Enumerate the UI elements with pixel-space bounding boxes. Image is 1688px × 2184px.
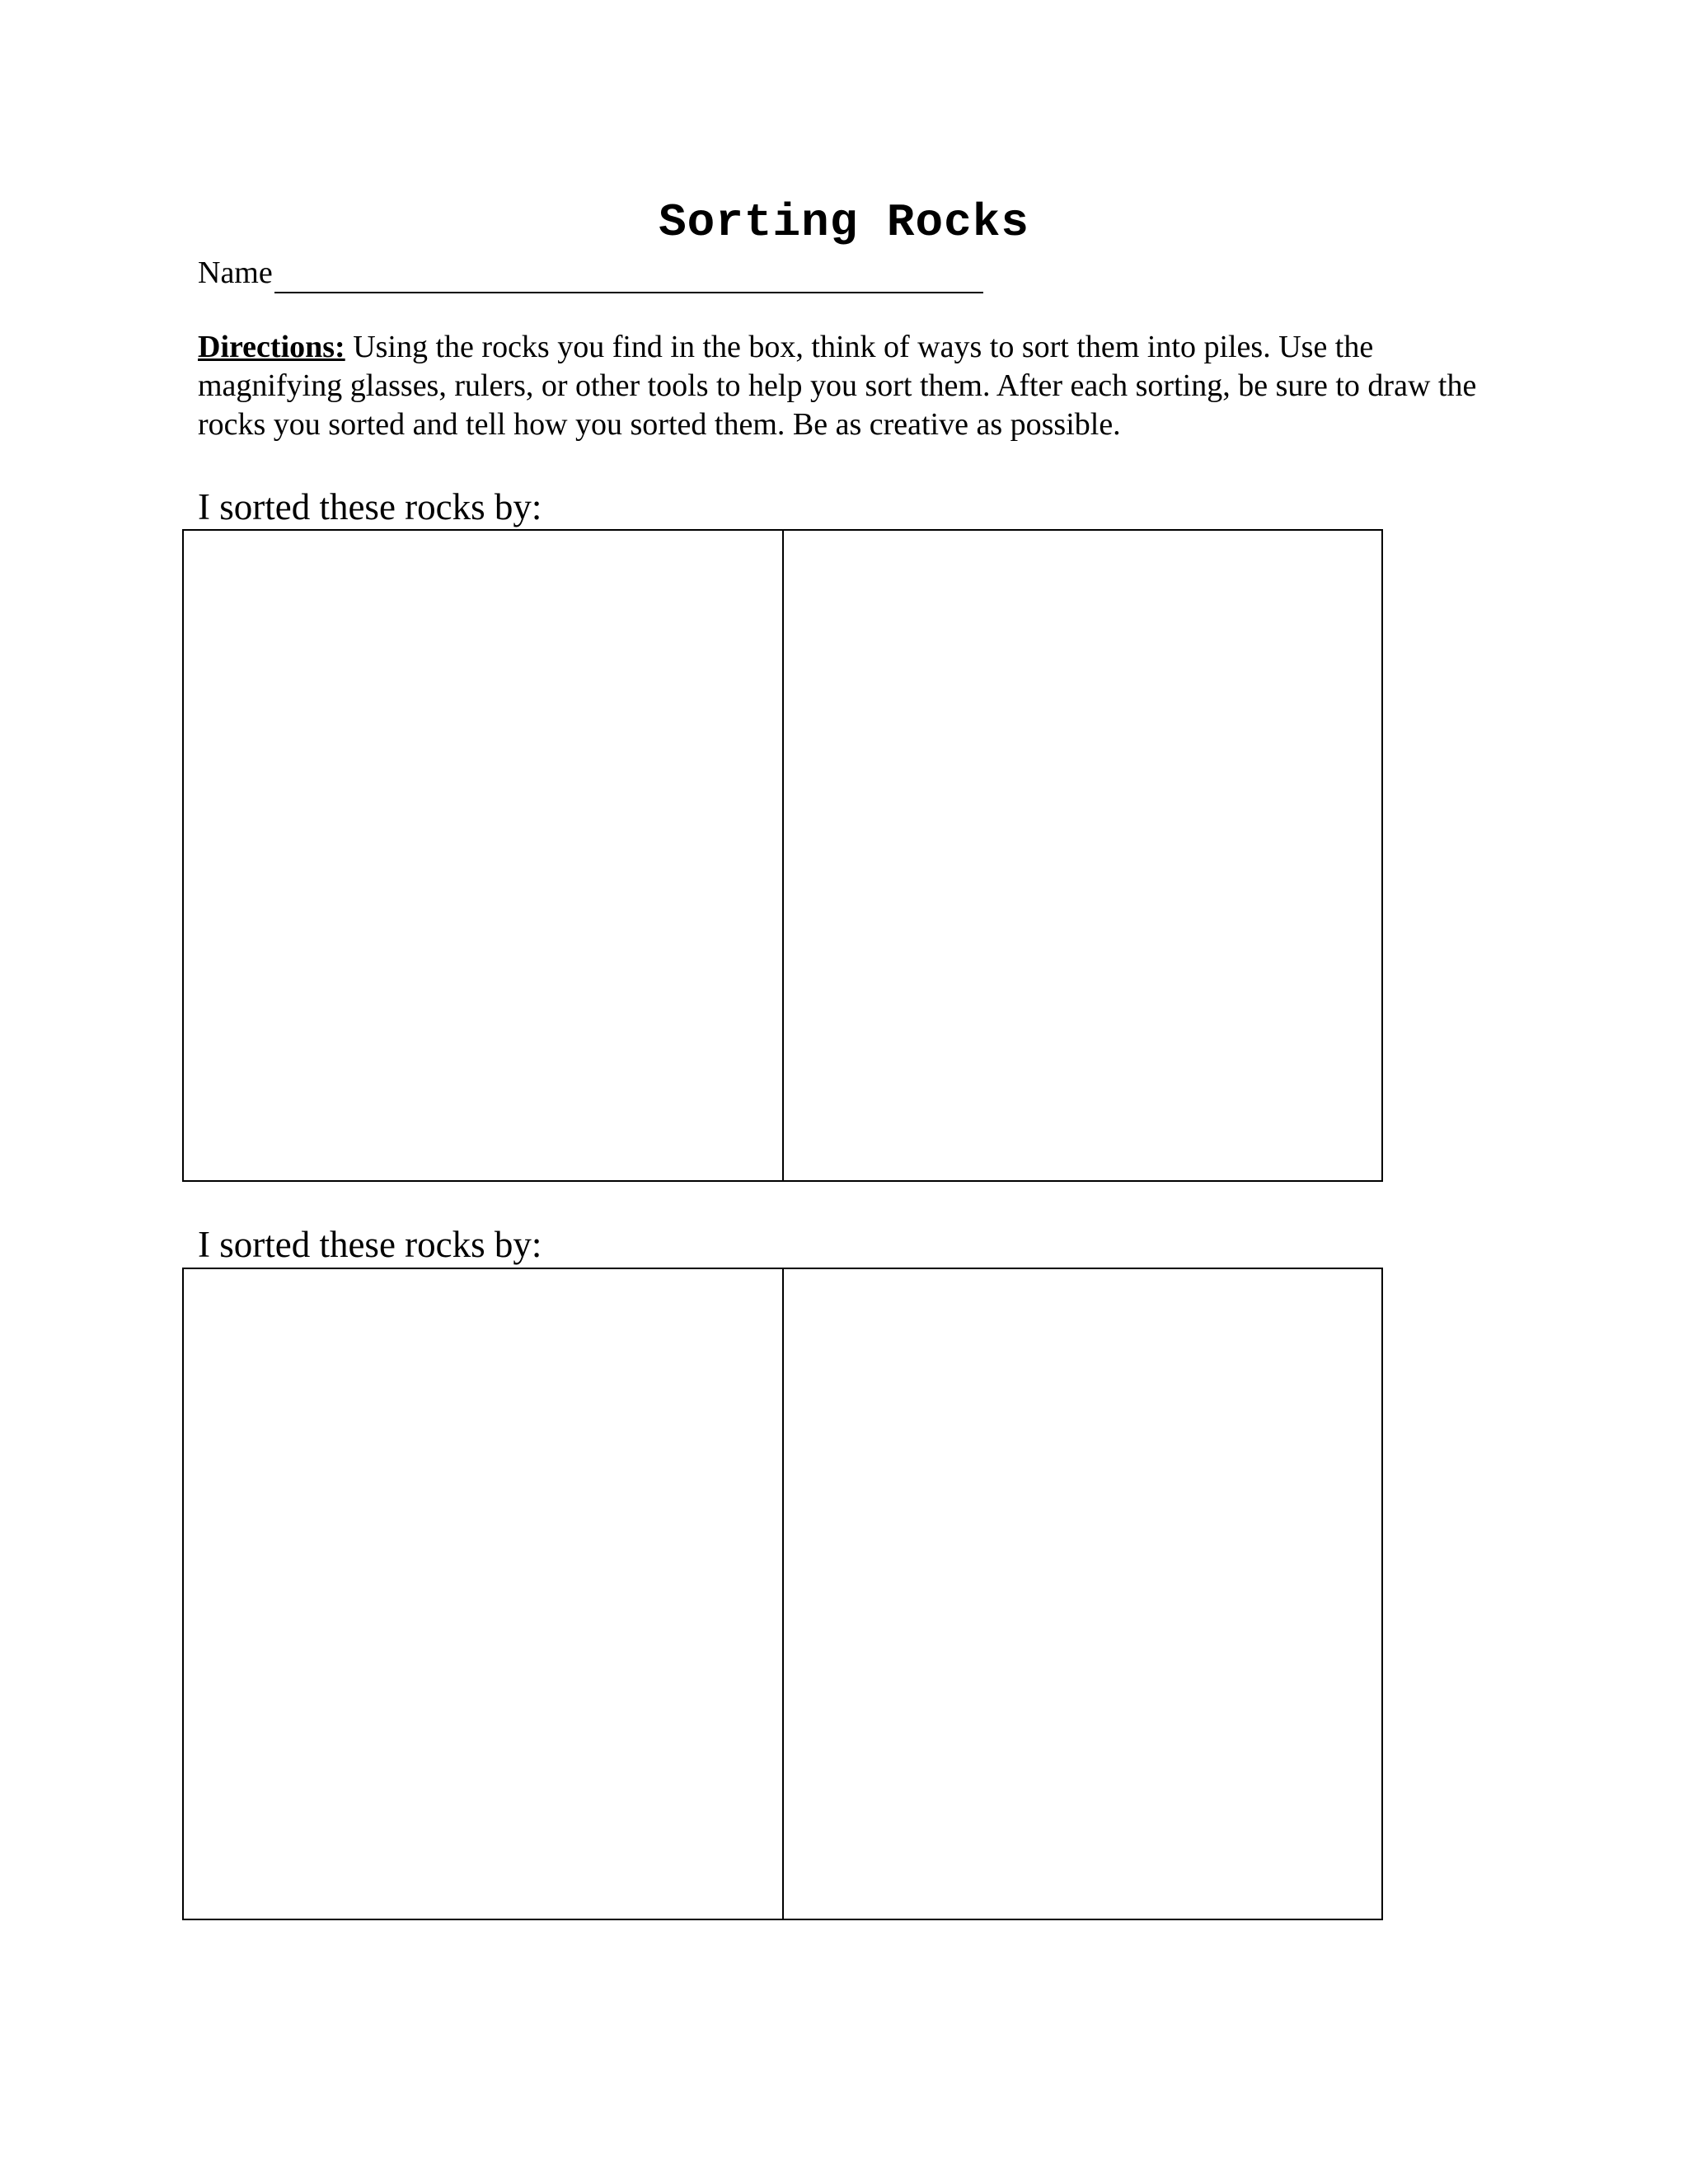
sort-label-1: I sorted these rocks by: — [198, 486, 542, 527]
name-field[interactable] — [274, 259, 983, 293]
drawing-area-2-right[interactable] — [784, 1269, 1382, 1919]
page-title: Sorting Rocks — [659, 196, 1029, 249]
directions-paragraph — [198, 328, 1500, 444]
sort-label-2: I sorted these rocks by: — [198, 1224, 542, 1265]
sort-box-1 — [182, 529, 1383, 1182]
directions-label: Directions: — [198, 330, 345, 364]
drawing-area-2-left[interactable] — [184, 1269, 784, 1919]
name-label: Name — [198, 255, 273, 290]
drawing-area-1-right[interactable] — [784, 531, 1382, 1180]
sort-box-2 — [182, 1268, 1383, 1920]
drawing-area-1-left[interactable] — [184, 531, 784, 1180]
directions-text: Using the rocks you find in the box, think of ways to sort them into piles. Use the magnifying glasses, rulers, or other tools to help you sort them. After each sorting, be sure to draw the rocks you sorted and tell how you sorted them. Be as creative as possible. — [198, 330, 1477, 442]
name-row — [198, 252, 983, 293]
